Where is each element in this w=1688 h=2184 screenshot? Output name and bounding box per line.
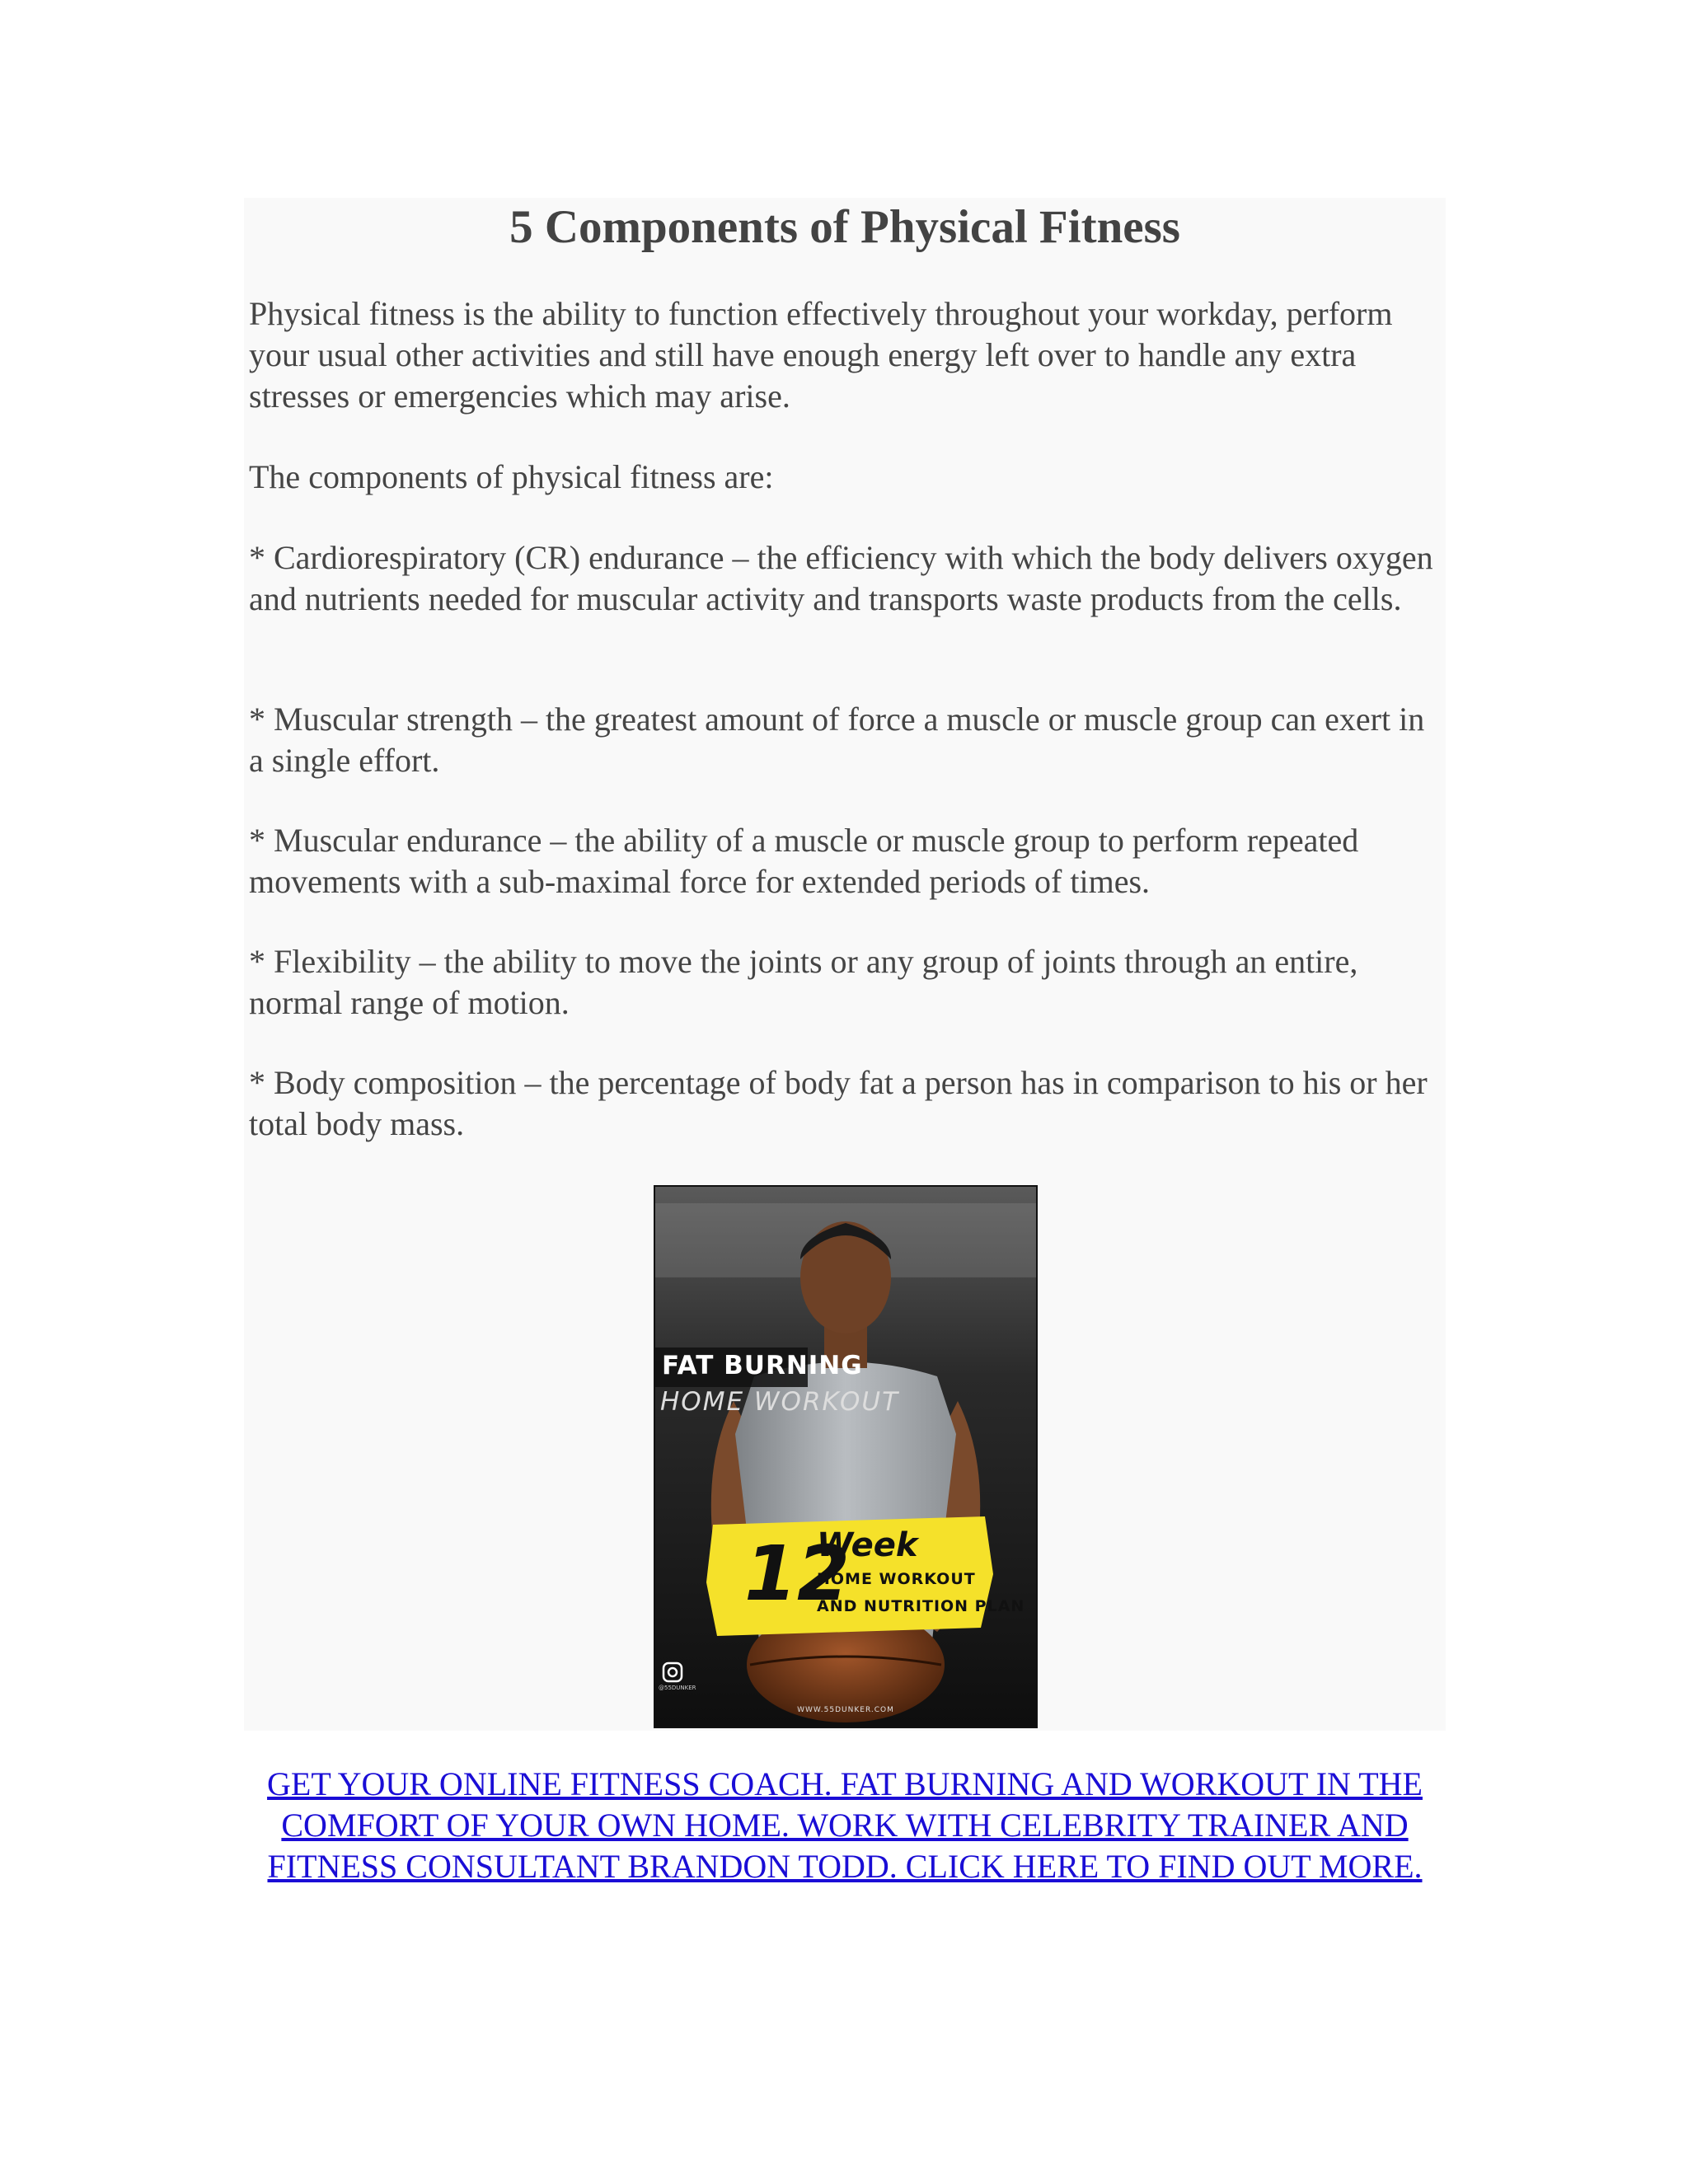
workout-plan-cover-image — [655, 1187, 1036, 1727]
component-cardiorespiratory: * Cardiorespiratory (CR) endurance – the efficiency with which the body delivers oxygen and nutrients needed for muscular activity and transports waste products from the cells. — [249, 539, 1433, 617]
cover-plan-line-1: HOME WORKOUT — [817, 1570, 976, 1588]
cover-handle: @55DUNKER — [659, 1685, 696, 1691]
cover-plan-line-2: AND NUTRITION PLAN — [817, 1597, 1025, 1615]
cover-subheadline: HOME WORKOUT — [660, 1387, 900, 1417]
cover-week-number: 12 — [744, 1530, 851, 1618]
page-title: 5 Components of Physical Fitness — [509, 201, 1180, 253]
component-muscular-strength: * Muscular strength – the greatest amount of force a muscle or muscle group can exert in a single effort. — [249, 701, 1425, 779]
intro-paragraph: Physical fitness is the ability to function effectively throughout your workday, perform your usual other activities and still have enough energy left over to handle any extra stresses or emergencies which may arise. — [249, 295, 1393, 415]
cover-photo — [655, 1187, 1036, 1727]
online-coach-link[interactable]: GET YOUR ONLINE FITNESS COACH. FAT BURNING AND WORKOUT IN THE COMFORT OF YOUR OWN HOME. WORK WITH CELEBRITY TRAINER AND FITNESS CONSULTANT BRANDON TODD. CLICK HERE TO FIND OUT MORE. — [267, 1765, 1423, 1885]
cover-headline: FAT BURNING — [662, 1351, 863, 1380]
cover-week-label: Week — [817, 1526, 918, 1564]
component-flexibility: * Flexibility – the ability to move the joints or any group of joints through an entire, normal range of motion. — [249, 943, 1358, 1021]
component-muscular-endurance: * Muscular endurance – the ability of a muscle or muscle group to perform repeated movements with a sub-maximal force for extended periods of times. — [249, 822, 1359, 900]
component-body-composition: * Body composition – the percentage of body fat a person has in comparison to his or her total body mass. — [249, 1064, 1428, 1142]
cover-website: WWW.55DUNKER.COM — [797, 1706, 894, 1714]
components-lead: The components of physical fitness are: — [249, 458, 774, 495]
